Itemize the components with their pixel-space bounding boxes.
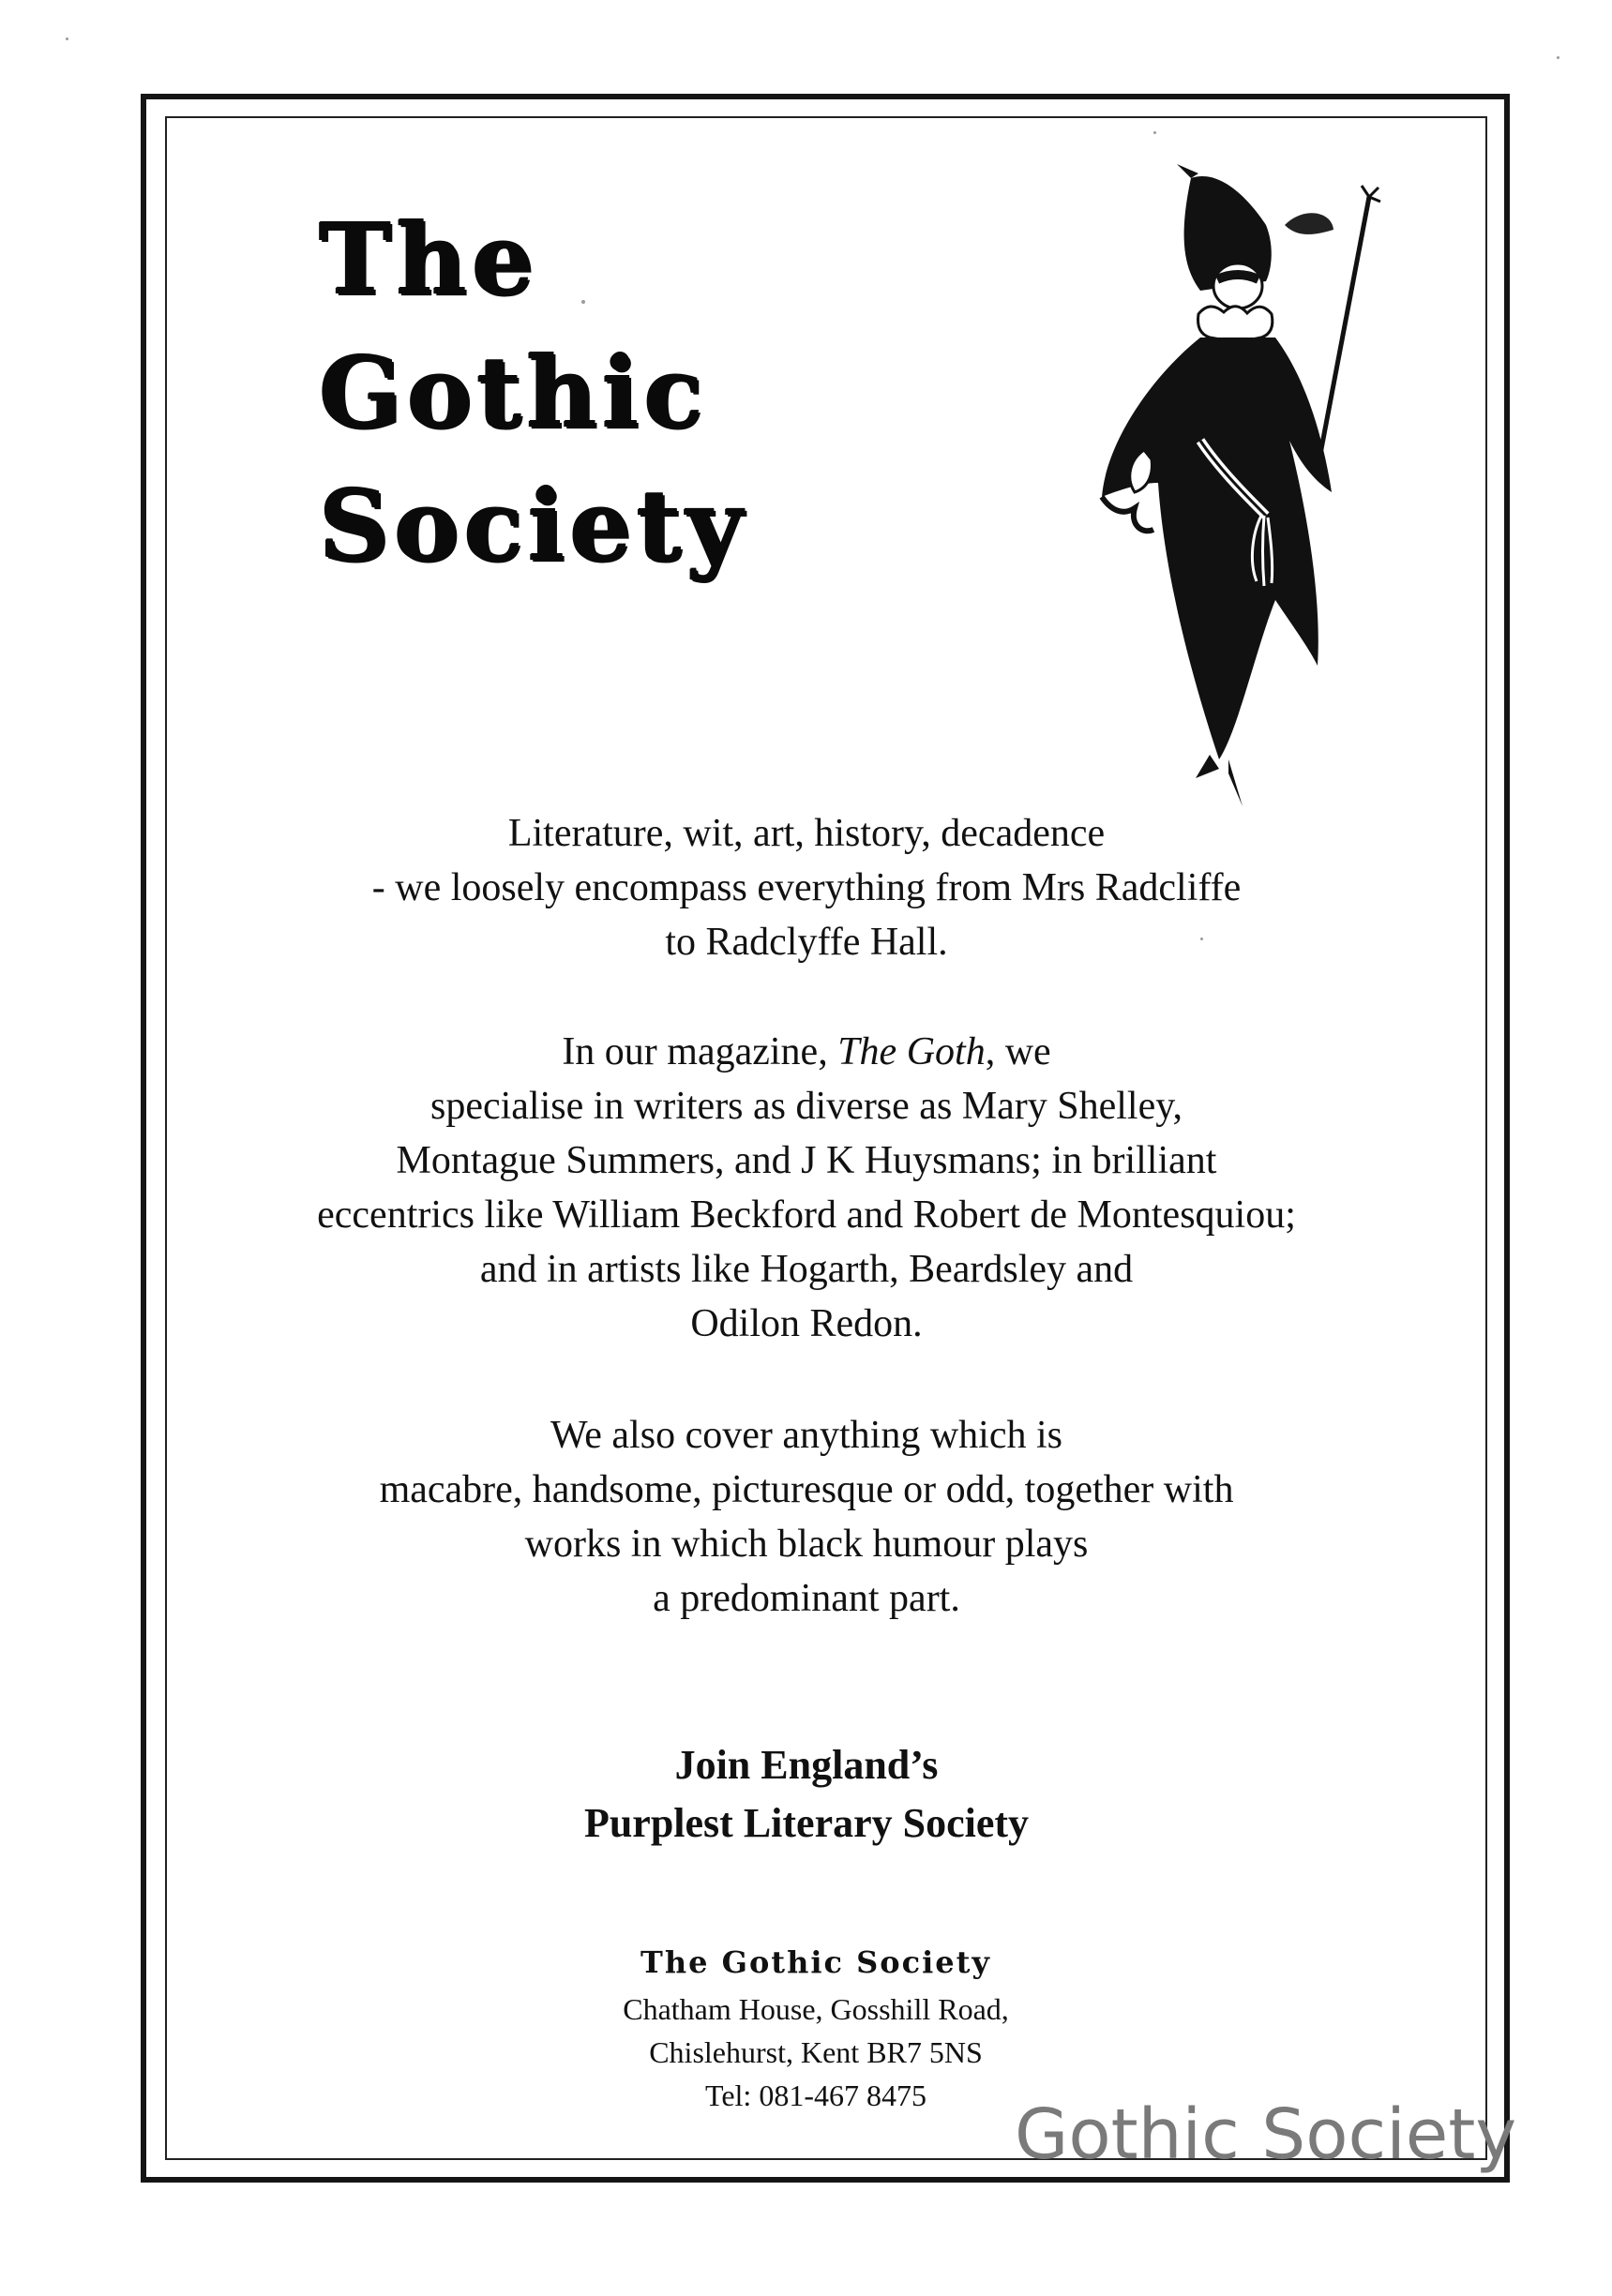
- paragraph-magazine-line: and in artists like Hogarth, Beardsley and: [479, 1248, 1134, 1291]
- telephone: Tel: 081-467 8475: [705, 2078, 927, 2112]
- title-line-society: Society: [319, 468, 747, 583]
- address-line-2: Chislehurst, Kent BR7 5NS: [649, 2035, 983, 2069]
- title-line-the: The: [319, 202, 539, 317]
- paragraph-macabre: [159, 1408, 1454, 1626]
- paragraph-intro-line: - we loosely encompass everything from Mrs Radcliffe: [371, 866, 1242, 909]
- paragraph-macabre-line: a predominant part.: [653, 1577, 960, 1620]
- address-line-1: Chatham House, Gosshill Road,: [623, 1992, 1009, 2026]
- paragraph-macabre-line: works in which black humour plays: [524, 1523, 1089, 1566]
- scan-speck: [1557, 56, 1559, 59]
- address-society-name: The Gothic Society: [640, 1944, 991, 1980]
- paragraph-magazine-line: Montague Summers, and J K Huysmans; in brilliant: [396, 1139, 1217, 1182]
- society-title: [319, 202, 806, 610]
- paragraph-magazine-line: specialise in writers as diverse as Mary Shelley,: [429, 1085, 1183, 1128]
- scan-speck: [1153, 131, 1156, 134]
- text-segment: In our magazine,: [562, 1030, 838, 1073]
- scan-speck: [66, 38, 68, 40]
- paragraph-magazine-first-line: [159, 1025, 1454, 1079]
- paragraph-intro-line: Literature, wit, art, history, decadence: [507, 812, 1106, 855]
- join-line: Join England’s: [674, 1742, 939, 1788]
- paragraph-intro-line: to Radclyffe Hall.: [665, 921, 948, 964]
- paragraph-magazine: [159, 1025, 1454, 1351]
- join-call-to-action: [159, 1736, 1454, 1853]
- scan-speck: [1200, 938, 1203, 940]
- paragraph-magazine-line: eccentrics like William Beckford and Robert de Montesquiou;: [317, 1193, 1296, 1237]
- title-line-gothic: Gothic: [319, 335, 708, 450]
- paragraph-magazine-line: Odilon Redon.: [690, 1302, 923, 1345]
- text-segment: , we: [985, 1030, 1051, 1073]
- jester-illustration: [1088, 159, 1425, 816]
- paragraph-macabre-line: macabre, handsome, picturesque or odd, together with: [379, 1468, 1234, 1511]
- address-block: [441, 1941, 1191, 2117]
- watermark-text: Gothic Society: [1015, 2094, 1517, 2175]
- magazine-title: The Goth: [837, 1030, 986, 1073]
- paragraph-macabre-line: We also cover anything which is: [550, 1414, 1062, 1457]
- join-line: Purplest Literary Society: [583, 1800, 1030, 1846]
- paragraph-intro: [159, 806, 1454, 969]
- scan-speck: [581, 300, 585, 304]
